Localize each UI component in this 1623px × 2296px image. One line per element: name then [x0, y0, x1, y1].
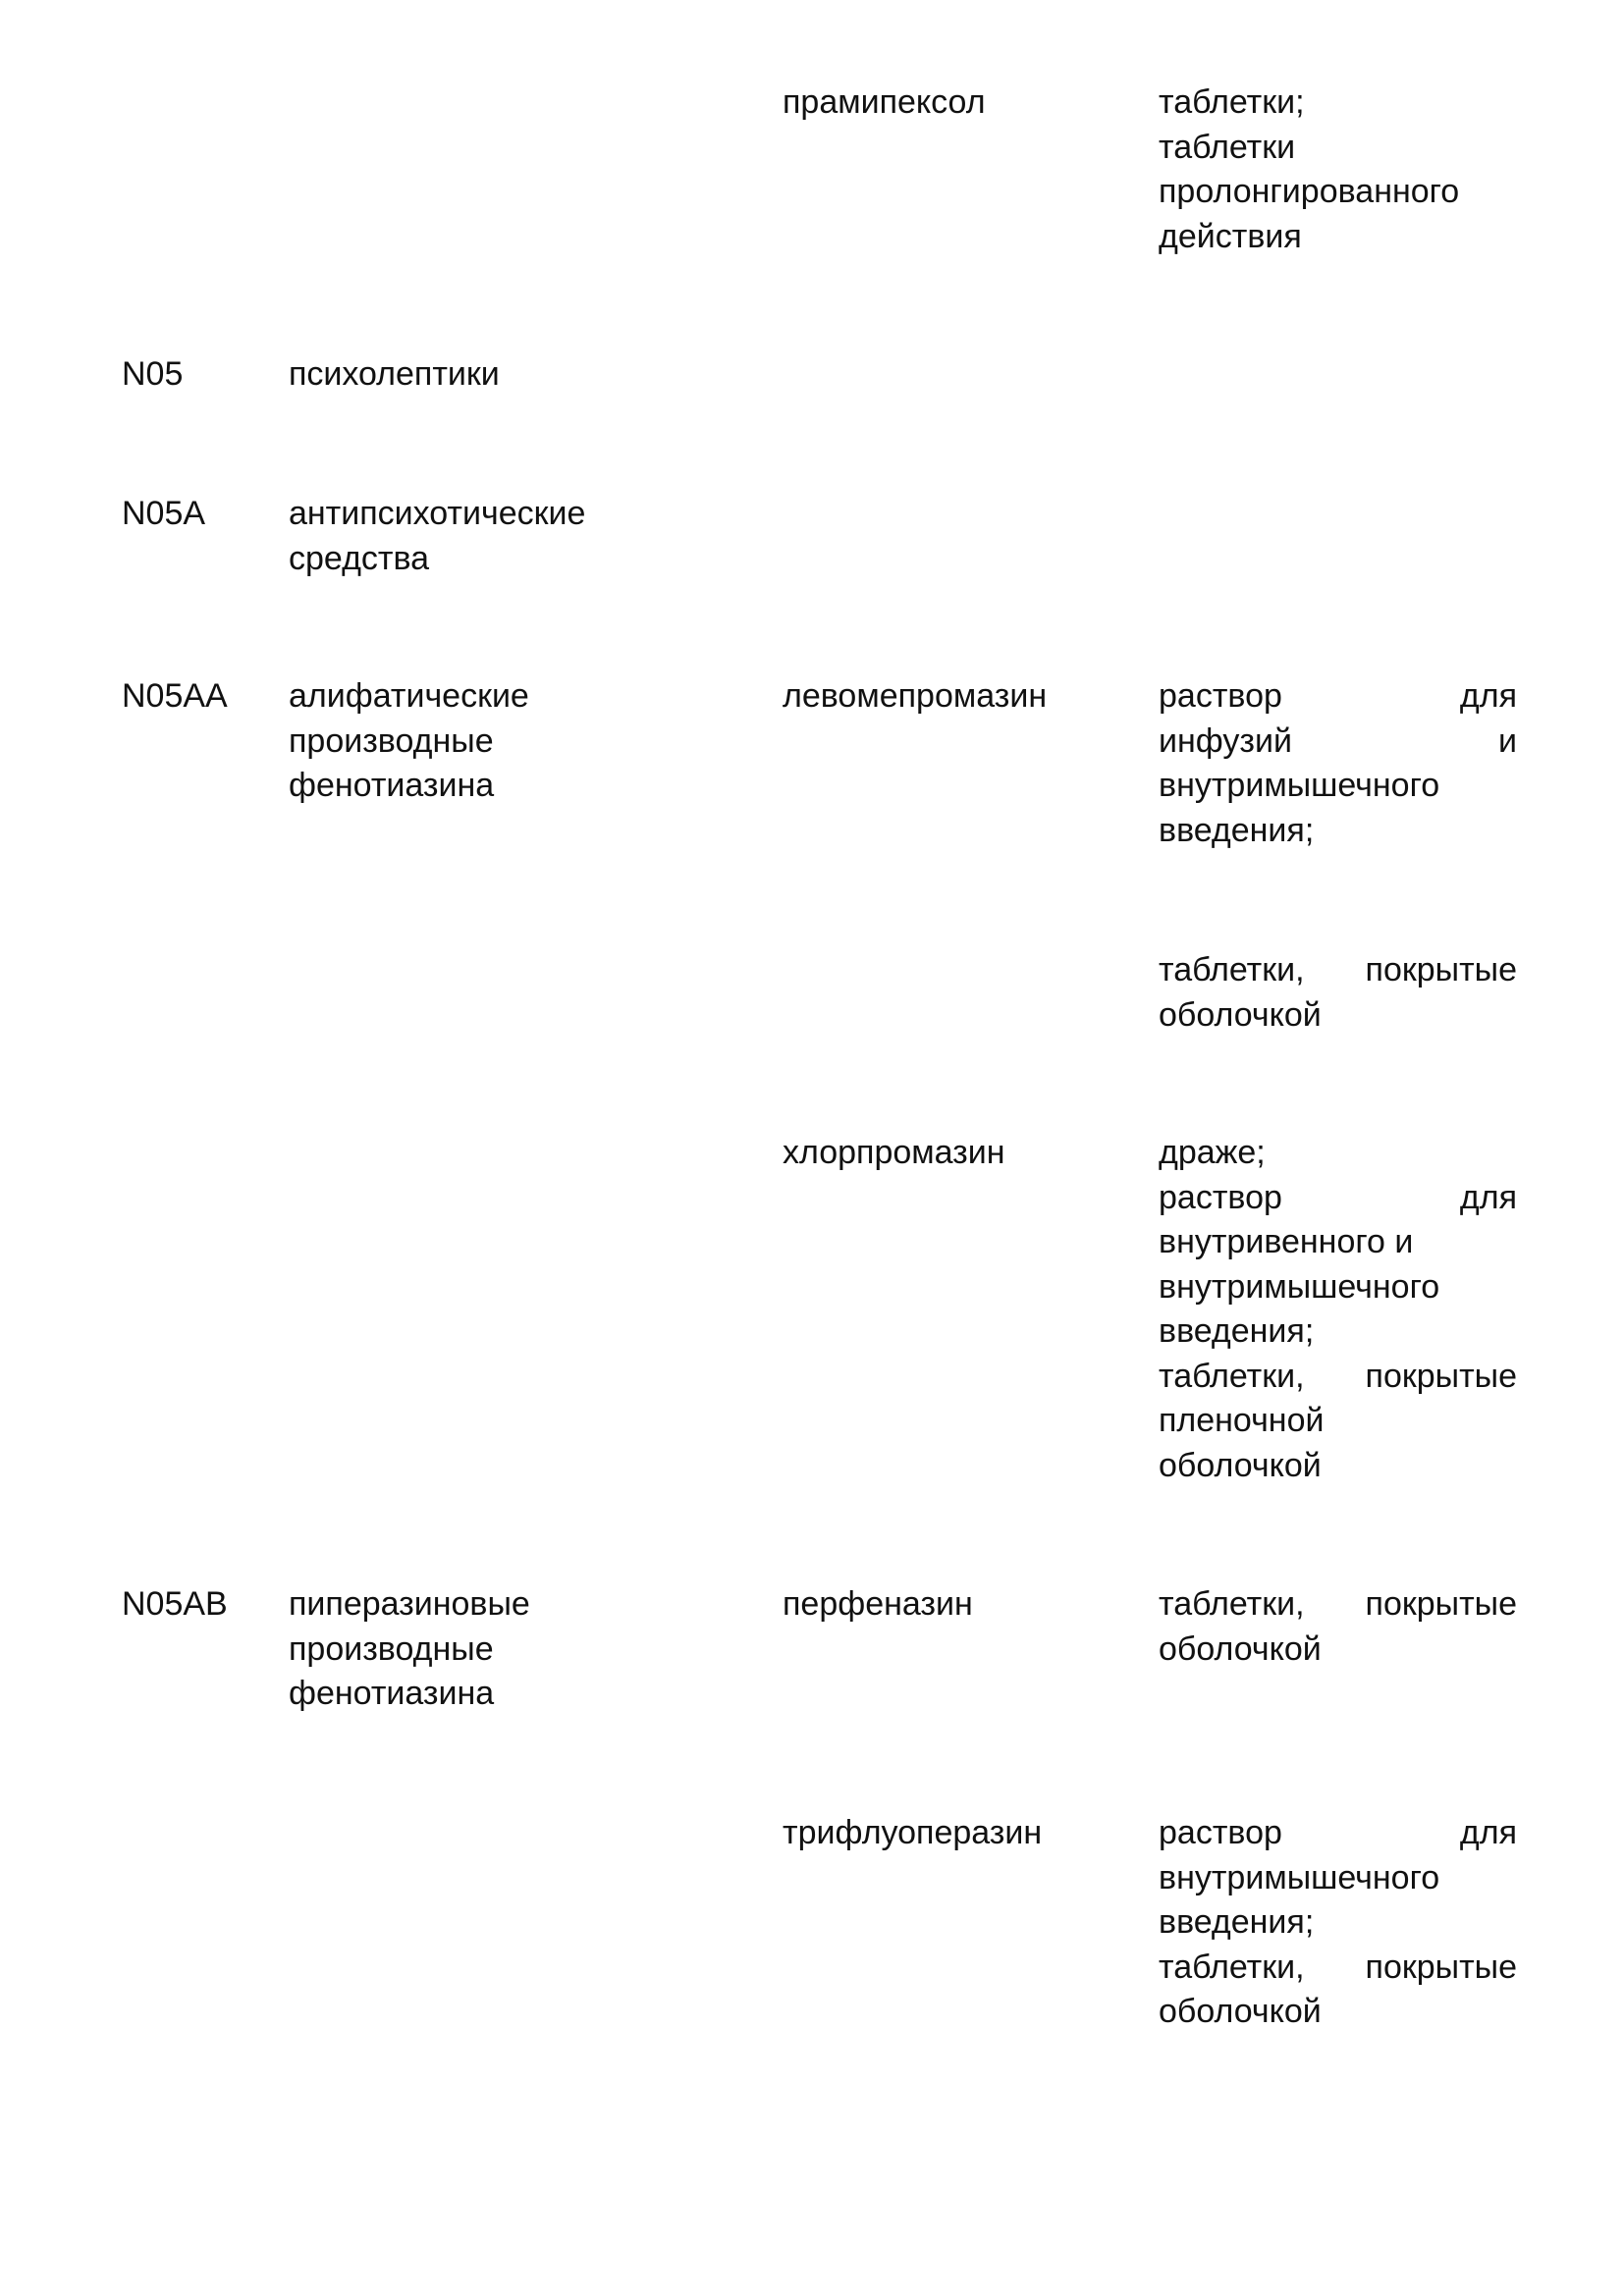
dosage-form-line: таблетки, покрытые [1159, 1585, 1517, 1623]
atc-code: N05A [122, 495, 206, 532]
drug-name: перфеназин [783, 1585, 973, 1623]
dosage-form-line: драже; [1159, 1134, 1266, 1171]
dosage-forms [1159, 674, 1517, 853]
group-name-line: производные [289, 721, 494, 760]
drug-name: трифлуоперазин [783, 1814, 1043, 1851]
dosage-form-line: раствор для [1159, 677, 1517, 715]
atc-code: N05AA [122, 677, 228, 715]
dosage-form-line: оболочкой [1159, 995, 1322, 1034]
dosage-form-line: внутривенного и [1159, 1223, 1414, 1260]
dosage-form-line: действия [1159, 217, 1302, 255]
dosage-form-line: пленочной [1159, 1402, 1325, 1439]
dosage-form-line: введения; [1159, 811, 1315, 849]
dosage-forms [1159, 1811, 1517, 2035]
drug-name: хлорпромазин [783, 1134, 1005, 1171]
dosage-form-line: таблетки, покрытые [1159, 1948, 1517, 1986]
dosage-form-line: внутримышечного [1159, 767, 1440, 804]
atc-group-name [289, 674, 529, 809]
group-name-line: средства [289, 539, 430, 577]
group-name-line: фенотиазина [289, 767, 495, 804]
group-name-line: антипсихотические [289, 495, 586, 532]
dosage-form-line: внутримышечного [1159, 1858, 1440, 1896]
atc-code: N05AB [122, 1585, 228, 1623]
dosage-forms [1159, 80, 1517, 259]
dosage-form-line: пролонгированного [1159, 173, 1460, 210]
dosage-form-line: таблетки [1159, 128, 1296, 166]
drug-name: левомепромазин [783, 677, 1048, 715]
group-name-line: алифатические [289, 677, 529, 715]
dosage-form-line: таблетки, покрытые [1159, 951, 1517, 988]
dosage-forms [1159, 1582, 1517, 1672]
dosage-form-line: раствор для [1159, 1814, 1517, 1851]
dosage-forms [1159, 948, 1517, 1038]
dosage-form-line: введения; [1159, 1903, 1315, 1941]
group-name-line: производные [289, 1629, 494, 1668]
dosage-form-line: оболочкой [1159, 1993, 1322, 2030]
atc-group-name: психолептики [289, 355, 500, 393]
group-name-line: фенотиазина [289, 1675, 495, 1712]
dosage-forms [1159, 1131, 1517, 1488]
group-name-line: пиперазиновые [289, 1585, 530, 1623]
drug-name: прамипексол [783, 83, 986, 121]
atc-group-name [289, 1582, 530, 1717]
dosage-form-line: введения; [1159, 1312, 1315, 1350]
dosage-form-line: таблетки; [1159, 83, 1305, 121]
dosage-form-line: оболочкой [1159, 1629, 1322, 1668]
dosage-form-line: оболочкой [1159, 1446, 1322, 1484]
atc-code: N05 [122, 355, 184, 393]
dosage-form-line: внутримышечного [1159, 1267, 1440, 1306]
dosage-form-line: таблетки, покрытые [1159, 1357, 1517, 1395]
atc-group-name [289, 492, 585, 581]
dosage-form-line: инфузий и [1159, 721, 1517, 760]
dosage-form-line: раствор для [1159, 1178, 1517, 1216]
